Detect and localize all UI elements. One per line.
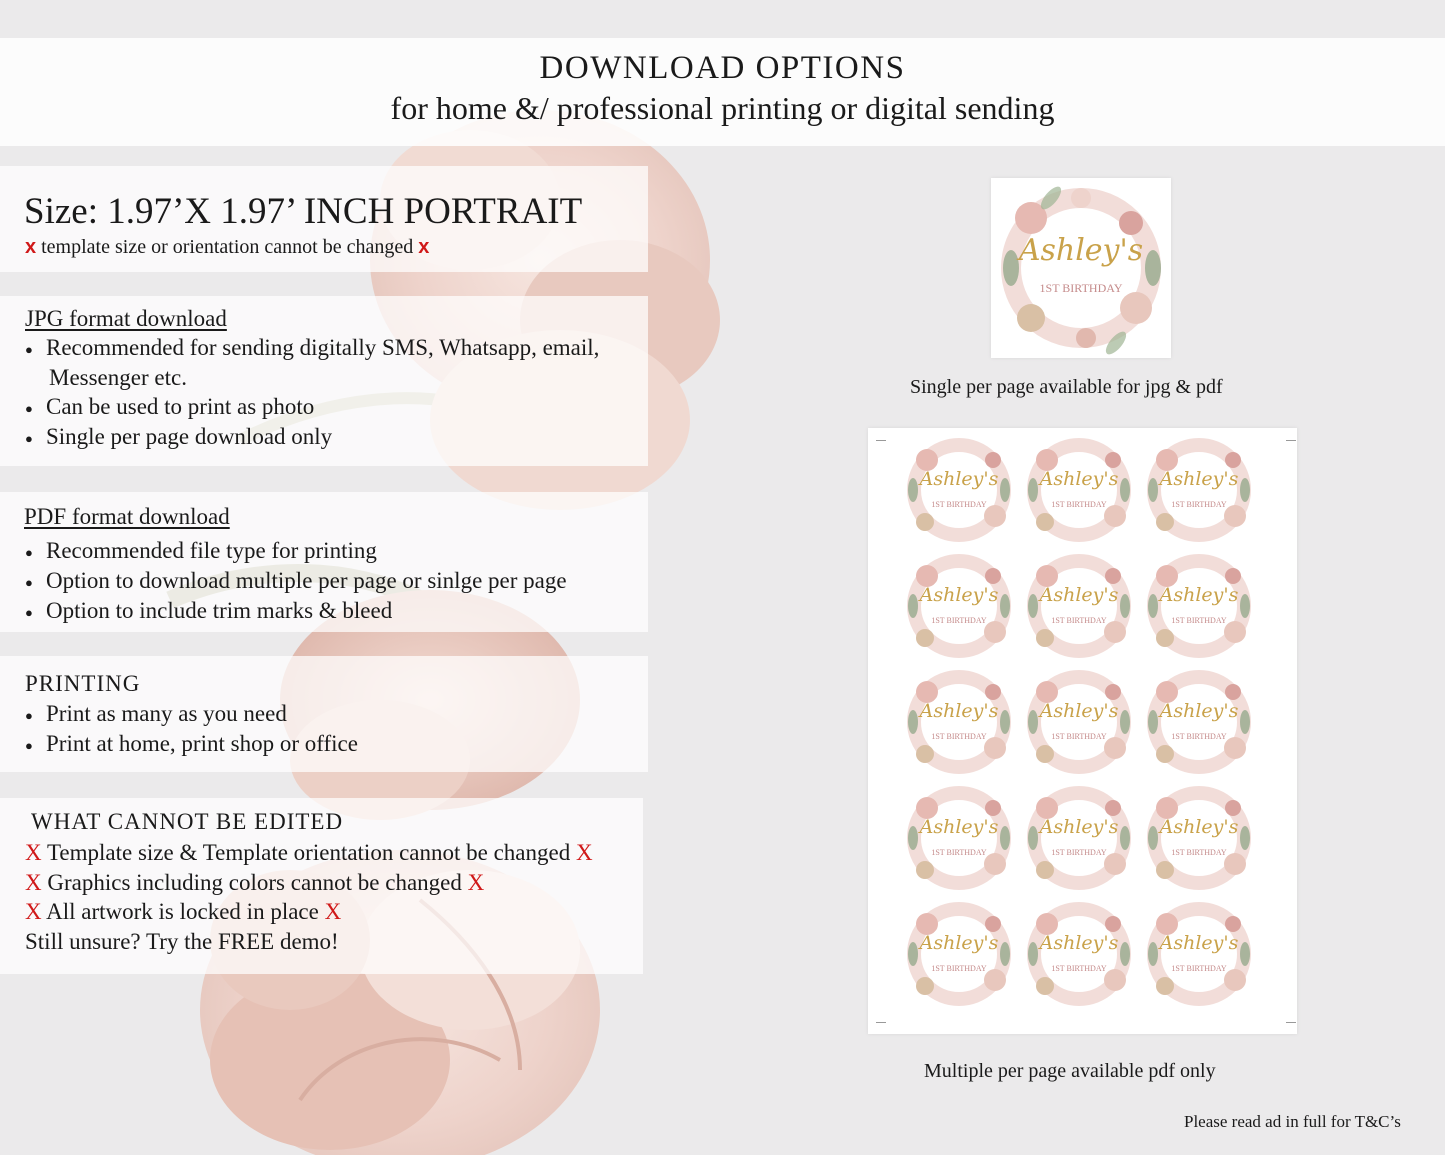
multi-tag-sheet-preview (868, 428, 1297, 1034)
cannot-edit-item: X All artwork is locked in place X (25, 899, 342, 924)
tag-subtitle: 1ST BIRTHDAY (1171, 964, 1227, 973)
tag-name: Ashley's (1159, 932, 1239, 954)
single-tag-preview (991, 178, 1171, 358)
floral-wreath-icon (1023, 782, 1135, 894)
tag-name: Ashley's (919, 468, 999, 490)
tag-name: Ashley's (1039, 700, 1119, 722)
tag-subtitle: 1ST BIRTHDAY (1051, 848, 1107, 857)
header-banner (0, 38, 1445, 146)
jpg-item: ● Can be used to print as photo (25, 394, 314, 420)
size-title: Size: 1.97’X 1.97’ INCH PORTRAIT (24, 191, 583, 232)
tag-subtitle: 1ST BIRTHDAY (931, 732, 987, 741)
multi-preview-caption: Multiple per page available pdf only (924, 1060, 1216, 1082)
x-mark-icon: X (25, 870, 42, 895)
tag-name: Ashley's (919, 584, 999, 606)
tag-subtitle: 1ST BIRTHDAY (1051, 732, 1107, 741)
x-mark-icon: X (324, 899, 342, 924)
sheet-tag (1023, 782, 1135, 894)
tag-name: Ashley's (1039, 468, 1119, 490)
tag-name: Ashley's (1039, 584, 1119, 606)
tag-subtitle: 1ST BIRTHDAY (1051, 964, 1107, 973)
sheet-tag (1143, 434, 1255, 546)
x-mark-icon: X (467, 870, 485, 895)
jpg-item: ● Single per page download only (25, 424, 332, 450)
tag-name: Ashley's (919, 932, 999, 954)
single-preview-caption: Single per page available for jpg & pdf (910, 376, 1223, 398)
trim-mark (876, 440, 886, 441)
floral-wreath-icon (1143, 898, 1255, 1010)
printing-item: ● Print at home, print shop or office (25, 731, 358, 757)
tag-name: Ashley's (1039, 932, 1119, 954)
sheet-tag (1023, 666, 1135, 778)
x-mark-icon: x (25, 236, 37, 258)
pdf-heading: PDF format download (24, 504, 230, 529)
page-title: DOWNLOAD OPTIONS (539, 50, 906, 86)
tag-subtitle: 1ST BIRTHDAY (1051, 616, 1107, 625)
tag-subtitle: 1ST BIRTHDAY (1171, 616, 1227, 625)
x-mark-icon: X (25, 899, 42, 924)
sheet-tag (903, 782, 1015, 894)
sheet-tag (1143, 782, 1255, 894)
jpg-heading: JPG format download (25, 306, 227, 331)
page-subtitle: for home &/ professional printing or digital sending (390, 90, 1055, 126)
tag-grid (868, 428, 1297, 1034)
sheet-tag (1143, 898, 1255, 1010)
sheet-tag (1023, 434, 1135, 546)
tag-subtitle: 1ST BIRTHDAY (931, 964, 987, 973)
tag-name: Ashley's (1159, 584, 1239, 606)
trim-mark (876, 1022, 886, 1023)
printing-item: ● Print as many as you need (25, 701, 287, 727)
pdf-item: ● Recommended file type for printing (25, 538, 377, 564)
pdf-panel (0, 492, 648, 632)
floral-wreath-icon (991, 178, 1171, 358)
tag-name: Ashley's (1039, 816, 1119, 838)
size-note (25, 236, 429, 259)
size-panel (0, 166, 648, 272)
sheet-tag (1023, 898, 1135, 1010)
floral-wreath-icon (1143, 782, 1255, 894)
tag-subtitle: 1ST BIRTHDAY (931, 616, 987, 625)
floral-wreath-icon (1143, 434, 1255, 546)
tag-subtitle: 1ST BIRTHDAY (1171, 732, 1227, 741)
sheet-tag (1023, 550, 1135, 662)
trim-mark (1286, 1022, 1296, 1023)
floral-wreath-icon (903, 550, 1015, 662)
cannot-edit-heading: WHAT CANNOT BE EDITED (31, 809, 344, 834)
pdf-item: ● Option to download multiple per page or sinlge per page (25, 568, 567, 594)
sheet-tag (1143, 666, 1255, 778)
floral-wreath-icon (1143, 666, 1255, 778)
floral-wreath-icon (1143, 550, 1255, 662)
x-mark-icon: X (575, 840, 593, 865)
sheet-tag (903, 898, 1015, 1010)
tag-subtitle: 1ST BIRTHDAY (931, 500, 987, 509)
x-mark-icon: x (418, 236, 430, 258)
jpg-item: ● Recommended for sending digitally SMS, Whatsapp, email, (25, 335, 599, 361)
tag-name: Ashley's (1018, 233, 1144, 268)
floral-wreath-icon (903, 666, 1015, 778)
floral-wreath-icon (903, 898, 1015, 1010)
x-mark-icon: X (25, 840, 42, 865)
jpg-item-continued: Messenger etc. (49, 365, 187, 390)
floral-wreath-icon (1023, 550, 1135, 662)
tag-name: Ashley's (919, 816, 999, 838)
sheet-tag (903, 666, 1015, 778)
tag-subtitle: 1ST BIRTHDAY (1039, 281, 1123, 295)
sheet-tag (903, 434, 1015, 546)
sheet-tag (903, 550, 1015, 662)
tag-subtitle: 1ST BIRTHDAY (1171, 500, 1227, 509)
tag-name: Ashley's (1159, 468, 1239, 490)
printing-panel (0, 656, 648, 772)
demo-note: Still unsure? Try the FREE demo! (25, 929, 339, 954)
printing-heading: PRINTING (25, 671, 141, 696)
tag-subtitle: 1ST BIRTHDAY (1171, 848, 1227, 857)
floral-wreath-icon (1023, 434, 1135, 546)
tag-name: Ashley's (1159, 816, 1239, 838)
floral-wreath-icon (1023, 898, 1135, 1010)
tag-name: Ashley's (1159, 700, 1239, 722)
terms-note: Please read ad in full for T&C’s (1184, 1112, 1401, 1131)
floral-wreath-icon (903, 782, 1015, 894)
cannot-edit-item: X Graphics including colors cannot be changed X (25, 870, 485, 895)
sheet-tag (1143, 550, 1255, 662)
floral-wreath-icon (1023, 666, 1135, 778)
floral-wreath-icon (903, 434, 1015, 546)
cannot-edit-item: X Template size & Template orientation cannot be changed X (25, 840, 593, 865)
tag-subtitle: 1ST BIRTHDAY (931, 848, 987, 857)
jpg-panel (0, 296, 648, 466)
cannot-edit-panel (0, 798, 643, 974)
pdf-item: ● Option to include trim marks & bleed (25, 598, 392, 624)
trim-mark (1286, 440, 1296, 441)
size-note-text: template size or orientation cannot be changed (41, 236, 414, 258)
tag-subtitle: 1ST BIRTHDAY (1051, 500, 1107, 509)
tag-name: Ashley's (919, 700, 999, 722)
